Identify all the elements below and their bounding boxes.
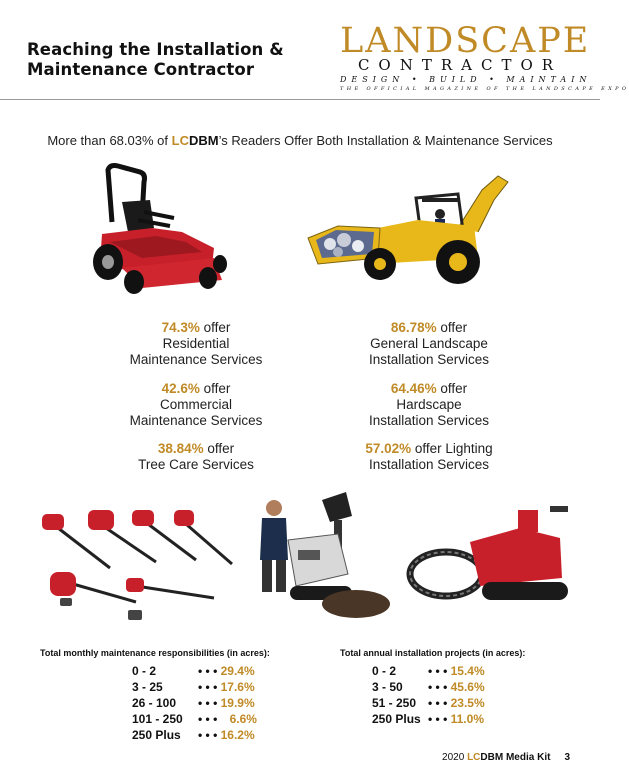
acre-range: 101 - 250 xyxy=(132,712,183,726)
stat-pct: 38.84% xyxy=(157,441,204,456)
stat-text: Commercial xyxy=(159,397,232,412)
acre-range: 0 - 2 xyxy=(372,664,397,678)
hedge-trimmers-image xyxy=(36,506,236,626)
percentage-value: 11.0% xyxy=(450,712,484,726)
landscape-contractor-logo xyxy=(340,21,629,92)
footer-brand-lc: LC xyxy=(467,752,481,763)
stat-lighting-installation xyxy=(319,441,539,473)
leader-dots: • • • xyxy=(198,664,218,678)
title-line-1: Reaching the Installation & xyxy=(27,40,284,59)
stat-tree-care xyxy=(86,441,306,473)
stat-text: Installation Services xyxy=(368,413,490,428)
acre-range: 250 Plus xyxy=(132,728,181,742)
backhoe-loader-image xyxy=(308,168,516,292)
stat-pct: 64.46% xyxy=(390,381,437,396)
footer-year: 2020 xyxy=(442,752,468,763)
stat-text: Residential xyxy=(162,336,230,351)
acre-range: 51 - 250 xyxy=(372,696,417,710)
logo-landscape: LANDSCAPE xyxy=(340,21,591,61)
leader-dots: • • • xyxy=(428,680,448,694)
stat-pct: 74.3% xyxy=(161,320,200,335)
page-footer xyxy=(442,752,570,763)
percentage-value: 16.2% xyxy=(220,728,255,742)
leader-dots: • • • xyxy=(198,712,218,726)
maintenance-table-title: Total monthly maintenance responsibilities (in acres): xyxy=(40,648,270,658)
installation-table-title: Total annual installation projects (in acres): xyxy=(340,648,526,658)
stat-residential-maintenance xyxy=(86,320,306,368)
table-row xyxy=(372,695,485,711)
leader-dots: • • • xyxy=(198,728,218,742)
percentage-value: 19.9% xyxy=(220,696,255,710)
stat-text: General Landscape xyxy=(370,336,488,351)
stat-pct: 86.78% xyxy=(390,320,437,335)
stat-text: Installation Services xyxy=(368,352,490,367)
stat-text: offer xyxy=(199,381,231,396)
header-divider xyxy=(0,99,600,100)
stat-pct: 42.6% xyxy=(161,381,200,396)
headline xyxy=(0,133,600,148)
headline-brand-lc: LC xyxy=(171,133,189,148)
table-row xyxy=(132,695,257,711)
acre-range: 0 - 2 xyxy=(132,664,157,678)
stat-text: Maintenance Services xyxy=(129,352,263,367)
table-row xyxy=(372,679,485,695)
stat-text: offer Lighting xyxy=(411,441,493,456)
maintenance-acres-table xyxy=(132,663,257,743)
stat-text: Hardscape xyxy=(396,397,462,412)
table-row xyxy=(132,711,257,727)
leader-dots: • • • xyxy=(428,712,448,726)
page-number: 3 xyxy=(564,752,570,763)
logo-contractor: CONTRACTOR xyxy=(357,56,563,74)
stat-text: Tree Care Services xyxy=(138,457,254,472)
stat-text: offer xyxy=(203,441,235,456)
stat-hardscape-installation xyxy=(319,381,539,429)
footer-brand-dbm: DBM xyxy=(480,752,504,763)
headline-brand-dbm: DBM xyxy=(188,133,219,148)
acre-range: 3 - 25 xyxy=(132,680,163,694)
stat-text: Maintenance Services xyxy=(129,413,263,428)
stat-pct: 57.02% xyxy=(365,441,412,456)
percentage-value: 23.5% xyxy=(450,696,485,710)
table-row xyxy=(132,727,257,743)
percentage-value: 17.6% xyxy=(220,680,255,694)
stat-text: Installation Services xyxy=(368,457,490,472)
percentage-value: 15.4% xyxy=(450,664,485,678)
table-row xyxy=(132,663,257,679)
leader-dots: • • • xyxy=(198,696,218,710)
footer-label: Media Kit xyxy=(503,752,551,763)
leader-dots: • • • xyxy=(428,696,448,710)
stat-text: offer xyxy=(436,320,468,335)
compact-trencher-image xyxy=(400,502,576,612)
logo-tagline: DESIGN • BUILD • MAINTAIN xyxy=(340,75,592,84)
stat-general-landscape-installation xyxy=(319,320,539,368)
acre-range: 26 - 100 xyxy=(132,696,177,710)
percentage-value: 29.4% xyxy=(220,664,255,678)
title-line-2: Maintenance Contractor xyxy=(27,60,255,79)
page-title xyxy=(27,40,284,80)
leader-dots: • • • xyxy=(428,664,448,678)
table-row xyxy=(372,663,485,679)
acre-range: 3 - 50 xyxy=(372,680,403,694)
mini-skid-steer-image xyxy=(252,490,392,622)
leader-dots: • • • xyxy=(198,680,218,694)
installation-acres-table xyxy=(372,663,485,727)
stat-commercial-maintenance xyxy=(86,381,306,429)
stat-text: offer xyxy=(436,381,468,396)
zero-turn-mower-image xyxy=(82,162,232,302)
stat-text: offer xyxy=(199,320,231,335)
table-row xyxy=(132,679,257,695)
percentage-value: 6.6% xyxy=(229,712,257,726)
table-row xyxy=(372,711,485,727)
headline-pre: More than 68.03% of xyxy=(47,133,172,148)
headline-post: ’s Readers Offer Both Installation & Maintenance Services xyxy=(218,133,553,148)
acre-range: 250 Plus xyxy=(372,712,421,726)
percentage-value: 45.6% xyxy=(450,680,485,694)
logo-subline: THE OFFICIAL MAGAZINE OF THE LANDSCAPE EXPO xyxy=(340,86,629,92)
